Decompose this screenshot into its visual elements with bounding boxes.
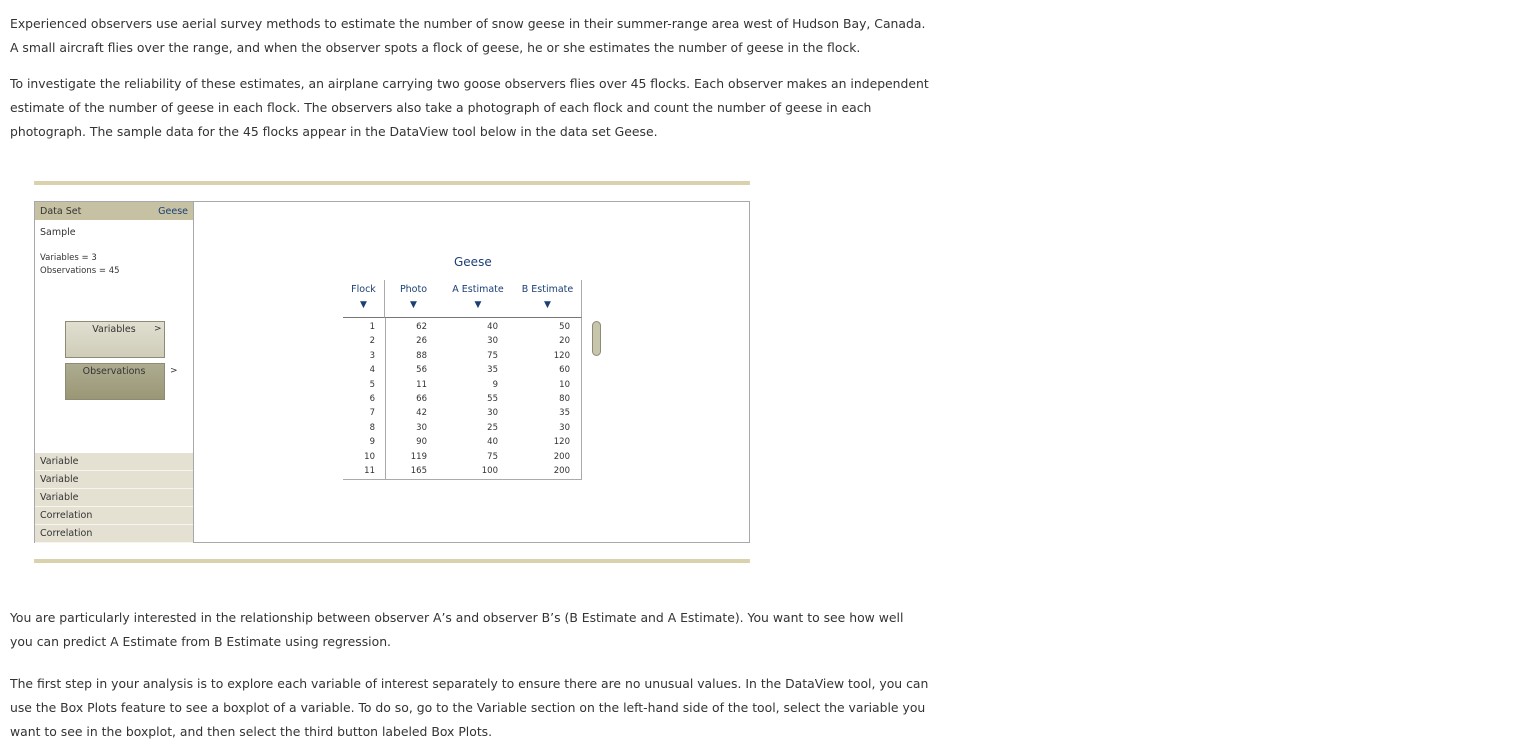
grid-title: Geese <box>454 255 492 269</box>
cell-flock: 8 <box>369 422 375 433</box>
cell-flock: 6 <box>369 394 375 404</box>
observations-button-label: Observations <box>82 366 146 377</box>
cell-photo: 90 <box>416 437 427 448</box>
side-item-correlation[interactable]: Correlation <box>35 525 193 543</box>
cell-flock: 2 <box>369 336 375 347</box>
observations-button[interactable] <box>65 363 165 400</box>
top-divider <box>34 181 750 185</box>
variables-count: Variables = 3 <box>40 253 97 263</box>
table-row[interactable] <box>343 380 583 394</box>
cell-photo: 56 <box>416 365 427 376</box>
cell-a-estimate: 35 <box>487 365 498 376</box>
table-row[interactable] <box>343 365 583 379</box>
chevron-right-icon: > <box>154 324 162 334</box>
cell-b-estimate: 30 <box>559 422 570 433</box>
cell-photo: 165 <box>410 466 427 476</box>
side-item-variable[interactable]: Variable <box>35 453 193 471</box>
cell-b-estimate: 80 <box>559 394 570 404</box>
cell-b-estimate: 120 <box>553 437 570 448</box>
cell-b-estimate: 120 <box>553 350 570 361</box>
cell-photo: 30 <box>416 422 427 433</box>
followup-paragraph-2: The first step in your analysis is to explore each variable of interest separately to ensure there are no unusual values. In the DataView tool, you can use the Box Plots feature to see a boxplot of a variable. To do so, go to the Variable section on the left-hand side of the tool, select the variable you want to see in the boxplot, and then select the third button labeled Box Plots. <box>10 676 929 739</box>
variables-button-label: Variables <box>92 324 136 335</box>
cell-photo: 42 <box>416 408 427 419</box>
cell-flock: 1 <box>369 322 375 332</box>
table-row[interactable] <box>343 394 583 408</box>
chevron-right-icon: > <box>170 366 178 376</box>
column-name: B Estimate <box>521 284 574 295</box>
cell-b-estimate: 35 <box>559 408 570 419</box>
cell-flock: 3 <box>369 350 375 361</box>
dataset-name-link[interactable]: Geese <box>158 206 188 217</box>
sample-label: Sample <box>40 227 76 238</box>
sort-triangle-icon[interactable]: ▼ <box>360 300 367 310</box>
cell-a-estimate: 100 <box>481 466 498 476</box>
dataset-label: Data Set <box>40 206 82 217</box>
cell-b-estimate: 50 <box>559 322 570 332</box>
cell-photo: 119 <box>410 451 427 462</box>
bottom-divider <box>34 559 750 563</box>
intro-paragraph-2: To investigate the reliability of these estimates, an airplane carrying two goose observers flies over 45 flocks. Each observer makes an independent estimate of the number of geese in each flock. The observers also take a photograph of each flock and count the number of geese in each photograph. The sample data for the 45 flocks appear in the DataView tool below in the data set Geese. <box>10 76 929 139</box>
cell-flock: 7 <box>369 408 375 419</box>
cell-photo: 62 <box>416 322 427 332</box>
cell-photo: 88 <box>416 350 427 361</box>
cell-flock: 5 <box>369 379 375 390</box>
table-row[interactable] <box>343 437 583 451</box>
dataset-header <box>35 202 193 220</box>
cell-photo: 66 <box>416 394 427 404</box>
dataview-tool <box>34 201 750 543</box>
cell-b-estimate: 200 <box>553 466 570 476</box>
variables-button[interactable] <box>65 321 165 358</box>
cell-flock: 11 <box>364 466 375 476</box>
cell-b-estimate: 200 <box>553 451 570 462</box>
observations-count: Observations = 45 <box>40 266 120 276</box>
cell-photo: 26 <box>416 336 427 347</box>
cell-a-estimate: 40 <box>487 322 498 332</box>
side-section-list <box>35 453 193 543</box>
cell-a-estimate: 25 <box>487 422 498 433</box>
table-row[interactable] <box>343 408 583 422</box>
cell-flock: 10 <box>364 451 375 462</box>
cell-b-estimate: 60 <box>559 365 570 376</box>
side-item-variable[interactable]: Variable <box>35 471 193 489</box>
dataview-sidebar <box>35 202 194 542</box>
table-row[interactable] <box>343 351 583 365</box>
table-row[interactable] <box>343 452 583 466</box>
cell-a-estimate: 30 <box>487 336 498 347</box>
data-rows <box>343 320 583 480</box>
followup-paragraph-1: You are particularly interested in the relationship between observer A’s and observer B’s (B Estimate and A Estimate). You want to see how well you can predict A Estimate from B Estimate using regression. <box>10 610 904 649</box>
table-row[interactable] <box>343 466 583 480</box>
cell-b-estimate: 10 <box>559 379 570 390</box>
column-header-b-estimate[interactable] <box>514 280 582 318</box>
cell-a-estimate: 40 <box>487 437 498 448</box>
column-header-a-estimate[interactable] <box>442 280 514 318</box>
table-row[interactable] <box>343 322 583 336</box>
column-name: Flock <box>351 284 376 295</box>
cell-a-estimate: 75 <box>487 451 498 462</box>
cell-b-estimate: 20 <box>559 336 570 347</box>
table-row[interactable] <box>343 423 583 437</box>
sort-triangle-icon[interactable]: ▼ <box>544 300 551 310</box>
cell-a-estimate: 9 <box>492 379 498 390</box>
column-header-photo[interactable] <box>385 280 442 318</box>
table-row[interactable] <box>343 336 583 350</box>
column-name: Photo <box>399 284 428 295</box>
side-item-variable[interactable]: Variable <box>35 489 193 507</box>
cell-a-estimate: 30 <box>487 408 498 419</box>
column-header-flock[interactable] <box>343 280 385 318</box>
cell-flock: 9 <box>369 437 375 448</box>
cell-a-estimate: 55 <box>487 394 498 404</box>
side-item-correlation[interactable]: Correlation <box>35 507 193 525</box>
sort-triangle-icon[interactable]: ▼ <box>474 300 482 310</box>
scrollbar-handle[interactable] <box>592 321 601 356</box>
cell-photo: 11 <box>416 379 427 390</box>
cell-flock: 4 <box>369 365 375 376</box>
intro-paragraph-1: Experienced observers use aerial survey methods to estimate the number of snow geese in their summer-range area west of Hudson Bay, Canada. A small aircraft flies over the range, and when the observer spots a flock of geese, he or she estimates the number of geese in the flock. <box>10 16 926 55</box>
sort-triangle-icon[interactable]: ▼ <box>410 300 417 310</box>
column-name: A Estimate <box>452 284 504 295</box>
cell-a-estimate: 75 <box>487 350 498 361</box>
